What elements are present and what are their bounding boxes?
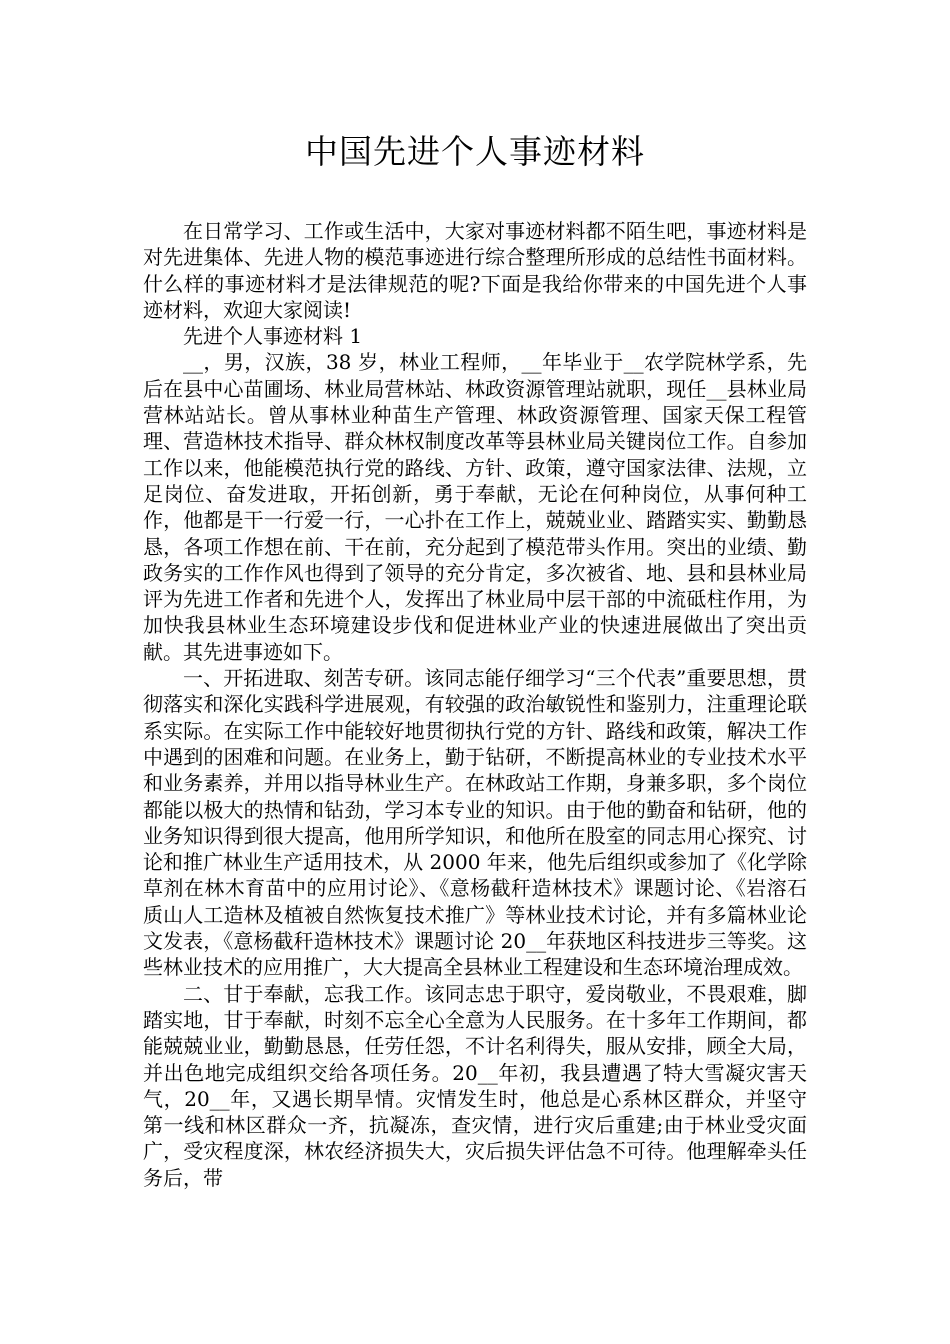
section-one-paragraph: 一、开拓进取、刻苦专研。该同志能仔细学习“三个代表”重要思想，贯彻落实和深化实践科学进展观，有较强的政治敏锐性和鉴别力，注重理论联系实际。在实际工作中能较好地贯彻执行党的方针、路线和政策，解决工作中遇到的困难和问题。在业务上，勤于钻研，不断提高林业的专业技术水平和业务素养，并用以指导林业生产。在林政站工作期，身兼多职，多个岗位都能以极大的热情和钻劲，学习本专业的知识。由于他的勤奋和钻研，他的业务知识得到很大提高，他用所学知识，和他所在股室的同志用心探究、讨论和推广林业生产适用技术，从 2000 年来，他先后组织或参加了《化学除草剂在林木育苗中的应用讨论》、《意杨截秆造林技术》课题讨论、《岩溶石质山人工造林及植被自然恢复技术推广》等林业技术讨论，并有多篇林业论文发表，《意杨截秆造林技术》课题讨论 20__年获地区科技进步三等奖。这些林业技术的应用推广，大大提高全县林业工程建设和生态环境治理成效。 bbox=[143, 666, 807, 980]
section-two-paragraph: 二、甘于奉献，忘我工作。该同志忠于职守，爱岗敬业，不畏艰难，脚踏实地，甘于奉献，时刻不忘全心全意为人民服务。在十多年工作期间，都能兢兢业业，勤勤恳恳，任劳任怨，不计名利得失，服从安排，顾全大局，并出色地完成组织交给各项任务。20__年初，我县遭遇了特大雪凝灾害天气，20__年，又遇长期旱情。灾情发生时，他总是心系林区群众，并坚守第一线和林区群众一齐，抗凝冻，查灾情，进行灾后重建;由于林业受灾面广，受灾程度深，林农经济损失大，灾后损失评估急不可待。他理解牵头任务后，带 bbox=[143, 981, 807, 1190]
document-title: 中国先进个人事迹材料 bbox=[305, 132, 645, 171]
section-heading: 先进个人事迹材料 1 bbox=[183, 324, 363, 349]
profile-paragraph: __，男，汉族，38 岁，林业工程师，__年毕业于__农学院林学系，先后在县中心苗圃场、林业局营林站、林政资源管理站就职，现任__县林业局营林站站长。曾从事林业种苗生产管理、林政资源管理、国家天保工程管理、营造林技术指导、群众林权制度改革等县林业局关键岗位工作。自参加工作以来，他能模范执行党的路线、方针、政策，遵守国家法律、法规，立足岗位、奋发进取，开拓创新，勇于奉献，无论在何种岗位，从事何种工作，他都是干一行爱一行，一心扑在工作上，兢兢业业、踏踏实实、勤勤恳恳，各项工作想在前、干在前，充分起到了模范带头作用。突出的业绩、勤政务实的工作作风也得到了领导的充分肯定，多次被省、地、县和县林业局评为先进工作者和先进个人，发挥出了林业局中层干部的中流砥柱作用，为加快我县林业生态环境建设步伐和促进林业产业的快速进展做出了突出贡献。其先进事迹如下。 bbox=[143, 350, 807, 664]
document-page bbox=[143, 0, 807, 1344]
intro-paragraph: 在日常学习、工作或生活中，大家对事迹材料都不陌生吧，事迹材料是对先进集体、先进人物的模范事迹进行综合整理所形成的总结性书面材料。什么样的事迹材料才是法律规范的呢?下面是我给你带来的中国先进个人事迹材料，欢迎大家阅读! bbox=[143, 219, 807, 322]
document-body bbox=[143, 218, 807, 1191]
